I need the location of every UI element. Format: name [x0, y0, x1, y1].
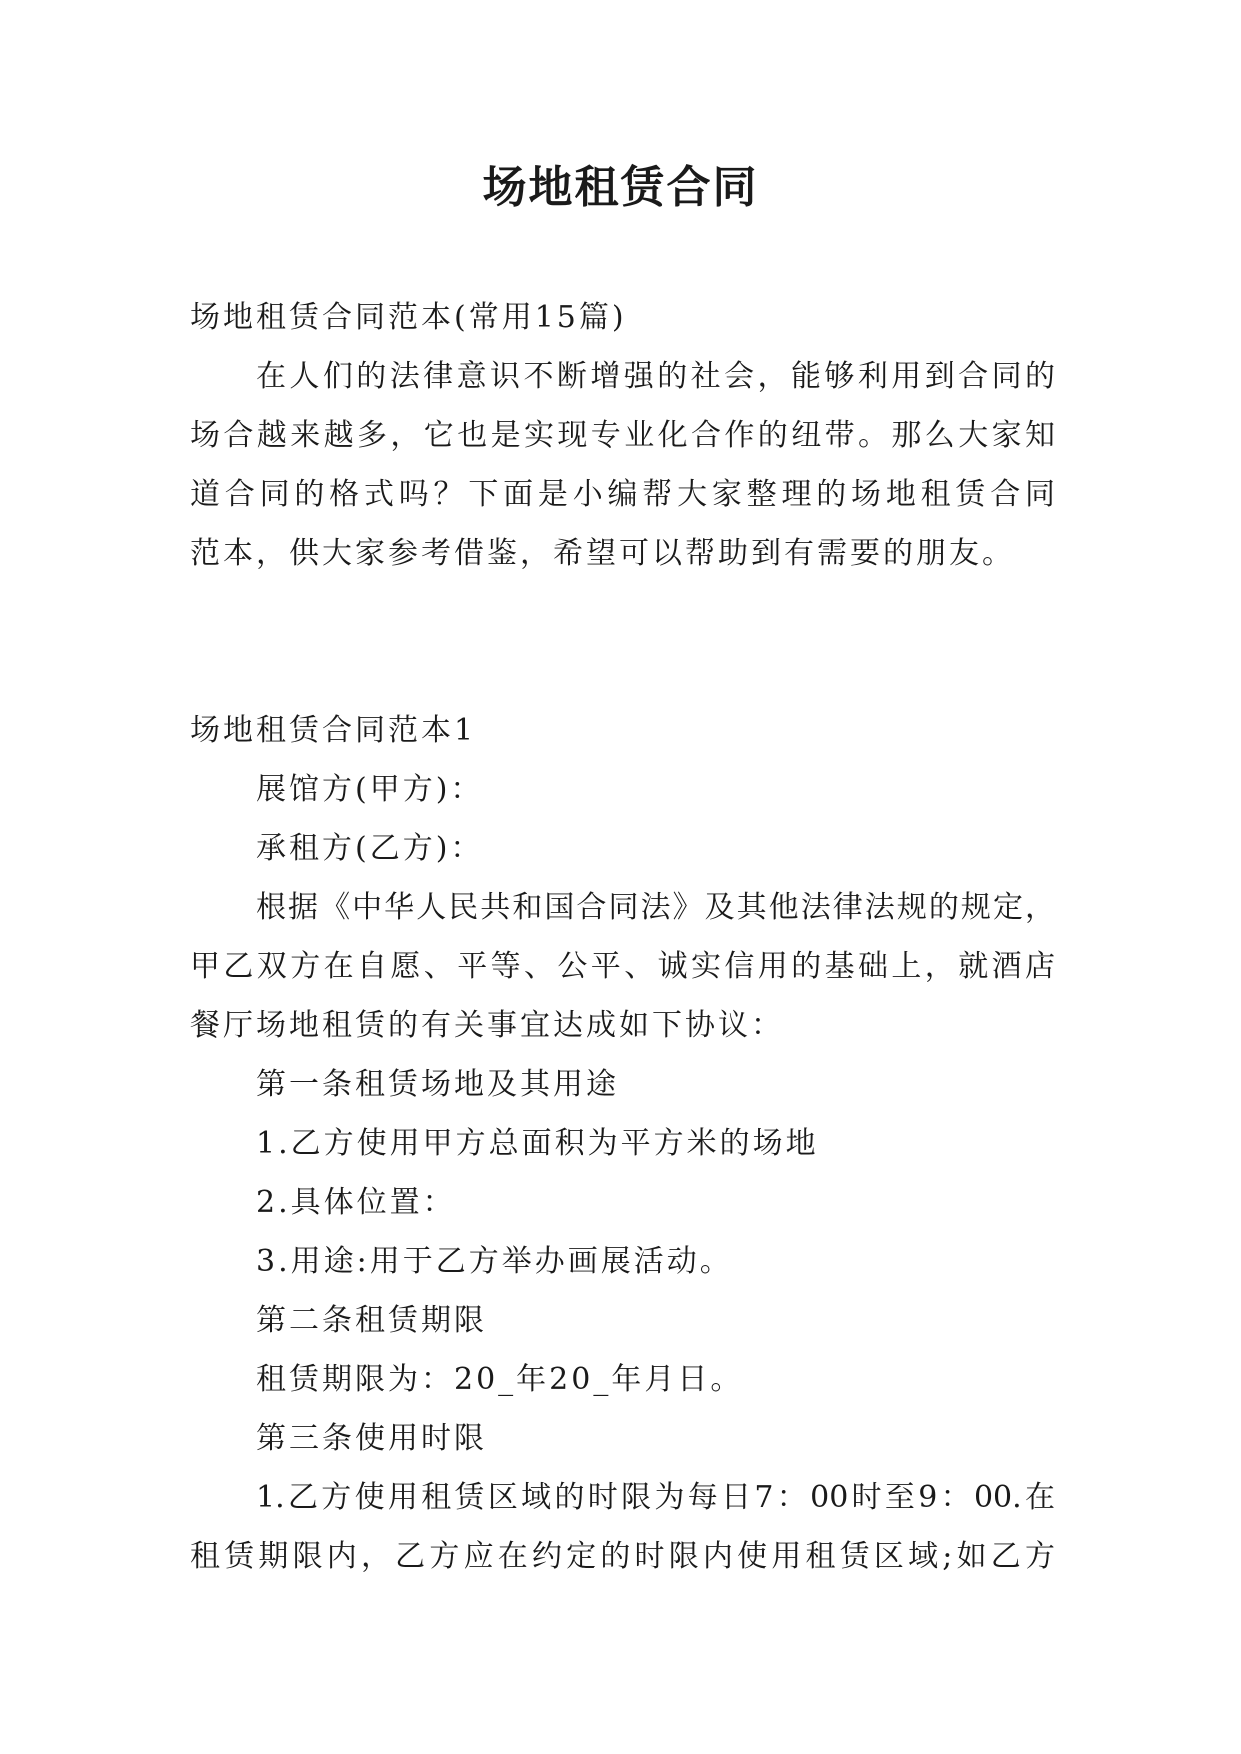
intro-line-1: 在人们的法律意识不断增强的社会，能够利用到合同的	[256, 359, 1055, 394]
article-2-text: 租赁期限为：20_年20_年月日。	[256, 1362, 744, 1397]
party-b-line: 承租方(乙方)：	[256, 831, 484, 866]
intro-line-3: 道合同的格式吗？下面是小编帮大家整理的场地租赁合同	[190, 477, 1055, 512]
document-title: 场地租赁合同	[482, 162, 759, 213]
article-3-title: 第三条使用时限	[256, 1421, 487, 1456]
section-spacer	[190, 583, 1055, 701]
document-body	[190, 288, 1055, 1586]
section-heading: 场地租赁合同范本1	[190, 713, 477, 748]
article-1-item-3: 3.用途:用于乙方举办画展活动。	[256, 1244, 733, 1279]
intro-line-2: 场合越来越多，它也是实现专业化合作的纽带。那么大家知	[190, 418, 1055, 453]
preamble-line-2: 甲乙双方在自愿、平等、公平、诚实信用的基础上，就酒店	[190, 949, 1055, 984]
intro-line-4: 范本，供大家参考借鉴，希望可以帮助到有需要的朋友。	[190, 536, 1015, 571]
article-1-title: 第一条租赁场地及其用途	[256, 1067, 619, 1102]
article-1-item-1: 1.乙方使用甲方总面积为平方米的场地	[256, 1126, 819, 1161]
article-3-line-2: 租赁期限内，乙方应在约定的时限内使用租赁区域;如乙方	[190, 1539, 1055, 1574]
article-1-item-2: 2.具体位置：	[256, 1185, 456, 1220]
party-a-line: 展馆方(甲方)：	[256, 772, 484, 807]
preamble-line-3: 餐厅场地租赁的有关事宜达成如下协议：	[190, 1008, 784, 1043]
article-3-line-1: 1.乙方使用租赁区域的时限为每日7：00时至9：00.在	[256, 1480, 1055, 1515]
preamble-line-1: 根据《中华人民共和国合同法》及其他法律法规的规定，	[256, 890, 1055, 925]
article-2-title: 第二条租赁期限	[256, 1303, 487, 1338]
intro-heading: 场地租赁合同范本(常用15篇)	[190, 300, 627, 335]
